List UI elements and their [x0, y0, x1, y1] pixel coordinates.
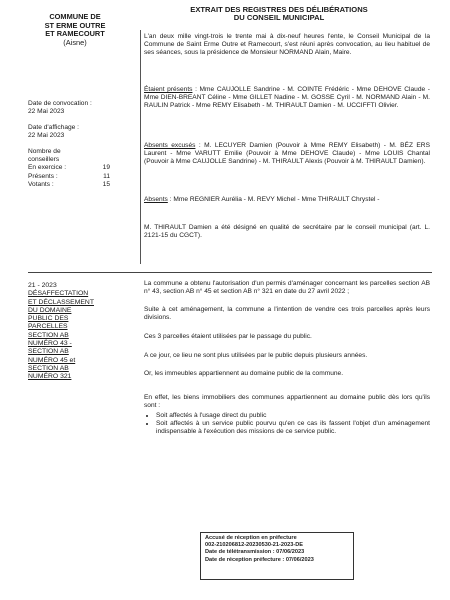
presents-paragraph	[144, 86, 430, 111]
commune-department: (Aisne)	[63, 37, 87, 47]
stamp-line-3: Date de télétransmission : 07/06/2023	[205, 549, 305, 556]
stat-label: Votants :	[28, 180, 54, 188]
presents-text: : Mme CAUJOLLE Sandrine - M. COINTE Frédéric - Mme DEHOVE Claude - Mme DIEN-BREANT Céline - Mme GILLET Nadine - M. GOSSE Cyril - M. NORMAND Alain - M. RAULIN Patrick - Mme REMY Elisabeth - M. THIRAULT Damien - M. UCCIFFTI Olivier.	[144, 86, 430, 110]
deliberation-number: 21 - 2023	[28, 282, 57, 289]
section-divider	[28, 272, 432, 273]
convocation-label: Date de convocation :	[28, 100, 92, 107]
commune-line-2: ST ERME OUTRE	[44, 20, 106, 30]
deliberation-title-line: PUBLIC DES	[28, 315, 69, 323]
absents-label: Absents	[144, 196, 168, 203]
prefecture-stamp	[200, 532, 354, 580]
stats-label: Nombre de conseillers	[28, 148, 61, 164]
stat-row-exercice	[28, 164, 110, 172]
affichage-date: 22 Mai 2023	[28, 132, 65, 140]
body-paragraph-6: En effet, les biens immobiliers des communes appartiennent au domaine public dès lors qu'ils sont :	[144, 394, 430, 410]
body-bullet-list	[144, 412, 430, 437]
stamp-line-1: Accusé de réception en préfecture	[205, 535, 297, 541]
presents-label: Étaient présents	[144, 86, 193, 93]
deliberation-title-line: SECTION AB	[28, 364, 69, 372]
affichage-label: Date d'affichage :	[28, 124, 79, 131]
deliberation-title-line: DU DOMAINE	[28, 306, 72, 314]
body-paragraph-5: Or, les immeubles appartiennent au domaine public de la commune.	[144, 370, 344, 377]
stat-label: En exercice :	[28, 164, 67, 172]
stat-row-presents	[28, 173, 110, 181]
excuses-label: Absents excusés	[144, 142, 196, 149]
stat-label: Présents :	[28, 172, 58, 180]
stamp-line-2: 002-210206812-20230530-21-2023-DE	[205, 542, 303, 549]
secretaire-paragraph: M. THIRAULT Damien a été désigné en qualité de secrétaire par le conseil municipal (art. L. 2121-15 du CGCT).	[144, 224, 430, 240]
deliberation-title-line: PARCELLES	[28, 323, 68, 331]
title-line-1: EXTRAIT DES REGISTRES DES DÉLIBÉRATIONS	[190, 5, 368, 14]
commune-line-3: ET RAMECOURT	[45, 29, 105, 39]
stat-value: 15	[102, 180, 110, 188]
absents-text: : Mme REGNIER Aurélia - M. REVY Michel - Mme THIRAULT Chrystel -	[169, 196, 380, 203]
body-paragraph-1: La commune a obtenu l'autorisation d'un permis d'aménager concernant les parcelles section AB n° 43, section AB n° 45 et section AB n° 321 en date du 27 avril 2022 ;	[144, 280, 430, 296]
title-line-2: DU CONSEIL MUNICIPAL	[233, 13, 325, 23]
deliberation-title	[28, 290, 126, 381]
stat-value: 19	[102, 164, 110, 172]
commune-line-1: COMMUNE DE	[49, 12, 101, 21]
deliberation-title-line: NUMÉRO 321	[28, 373, 72, 381]
deliberation-title-line: ET DÉCLASSEMENT	[28, 298, 94, 306]
stat-row-votants	[28, 181, 110, 189]
absents-paragraph	[144, 196, 430, 204]
body-paragraph-2: Suite à cet aménagement, la commune a l'intention de vendre ces trois parcelles après leurs divisions.	[144, 306, 430, 322]
deliberation-title-line: SECTION AB	[28, 348, 69, 356]
affichage-block	[28, 124, 128, 140]
excuses-text: : M. LECUYER Damien (Pouvoir à Mme REMY Elisabeth) - M. BÉZ ERS Laurent - Mme VARUTT Emilie (Pouvoir à Mme DEHOVE Claude) - Mme LOUIS Chantal (Pouvoir à Mme CAUJOLLE Sandrine) - M. THIRAULT Alexis (Pouvoir à M. THIRAULT Damien).	[144, 142, 430, 166]
convocation-block	[28, 100, 128, 116]
intro-paragraph: L'an deux mille vingt-trois le trente mai à dix-neuf heures l'ente, le Conseil Municipal de la Commune de Saint Erme Outre et Ramecourt, s'est réuni après convocation, au lieu habituel de ses séances, sous la présidence de Monsieur NORMAND Alain, Maire.	[144, 33, 430, 57]
document-title	[144, 6, 414, 23]
deliberation-title-line: SECTION AB	[28, 331, 69, 339]
stamp-line-4: Date de réception préfecture : 07/06/2023	[205, 556, 314, 563]
deliberation-title-line: DÉSAFFECTATION	[28, 290, 89, 298]
convocation-date: 22 Mai 2023	[28, 108, 65, 116]
stat-value: 11	[103, 172, 110, 180]
deliberation-title-line: NUMÉRO 45 et	[28, 356, 76, 364]
commune-header	[30, 13, 120, 47]
body-paragraph-3: Ces 3 parcelles étaient utilisées par le passage du public.	[144, 333, 312, 340]
deliberation-heading	[28, 282, 126, 382]
list-item: • Soit affectés à un service public pourvu qu'en ce cas ils fassent l'objet d'un aménagement indispensable à l'exécution des missions de ce service public.	[156, 420, 430, 436]
excuses-paragraph	[144, 142, 430, 167]
body-paragraph-4: A ce jour, ce lieu ne sont plus utilisées par le public depuis plusieurs années.	[144, 352, 368, 359]
deliberation-title-line: NUMÉRO 43 -	[28, 340, 72, 348]
councillor-stats	[28, 148, 118, 189]
list-item: • Soit affectés à l'usage direct du public	[156, 412, 430, 420]
